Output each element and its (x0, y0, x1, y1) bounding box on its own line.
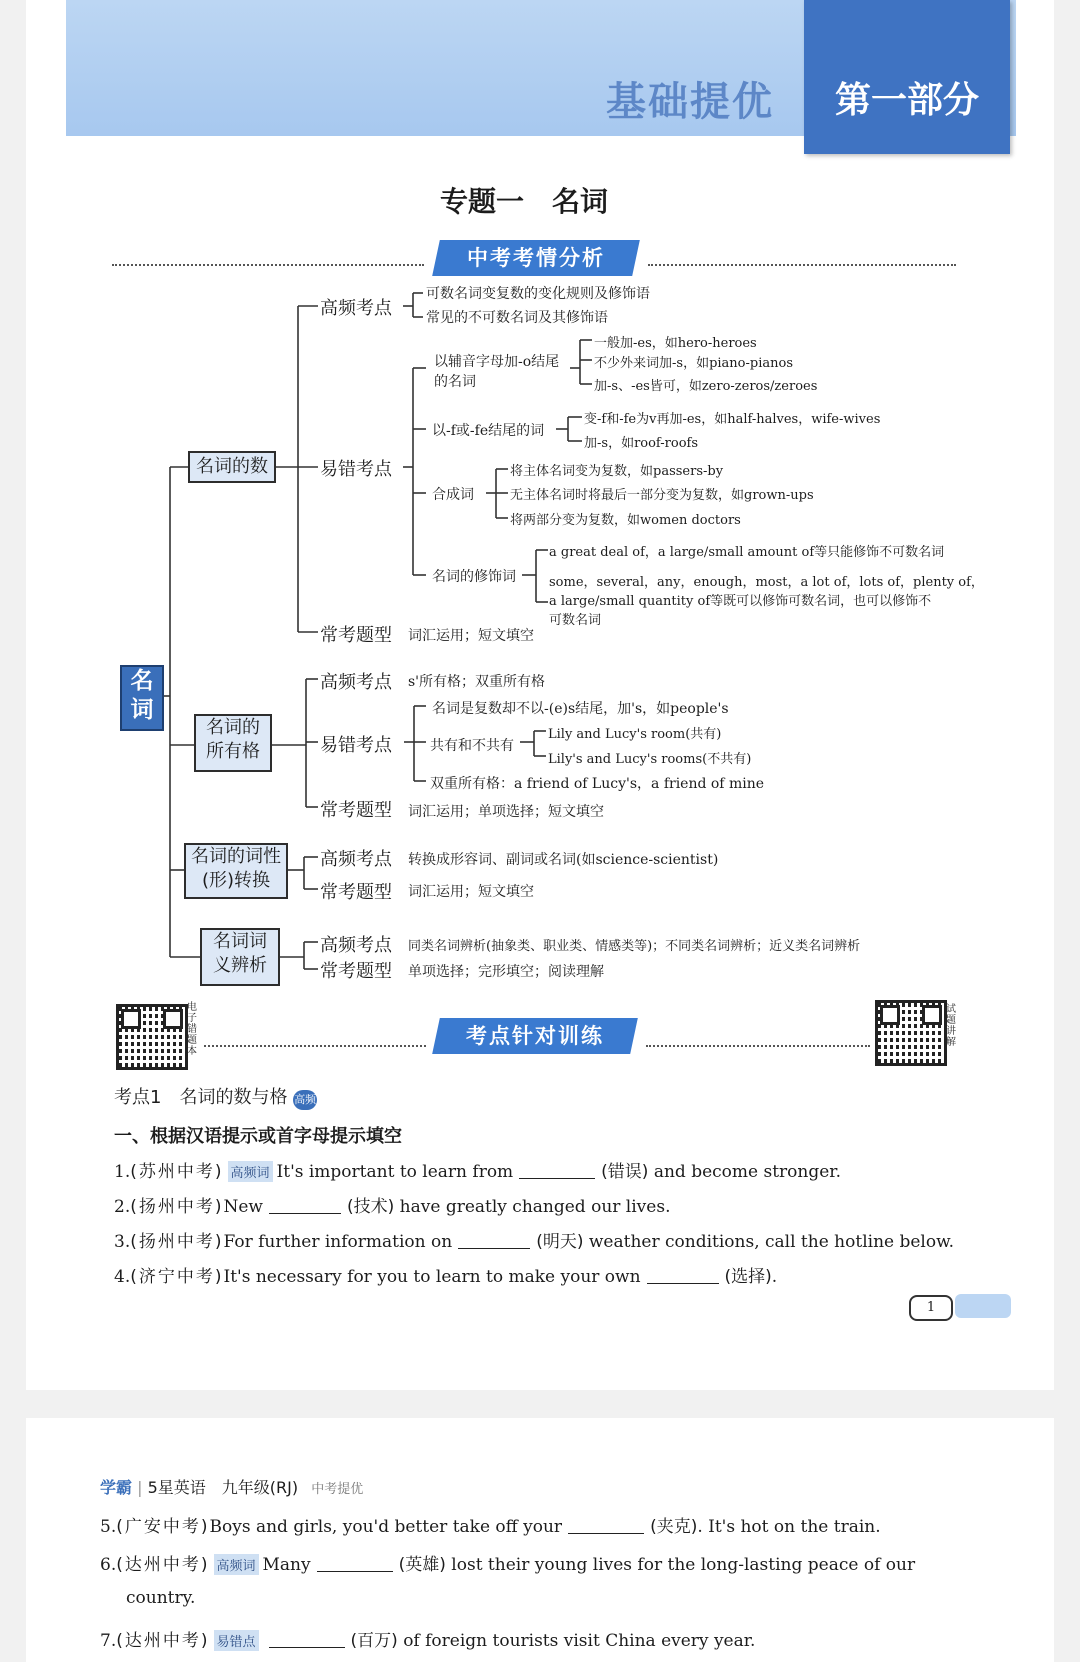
q1-num: 1. (114, 1162, 131, 1182)
q1-after: and become stronger. (653, 1162, 841, 1182)
q7-hint: (百万) (350, 1631, 398, 1651)
q4-after: . (771, 1267, 778, 1287)
page-number: 1 (909, 1295, 953, 1321)
q5-source: (广安中考) (116, 1517, 210, 1537)
b4-label-2: 义辨析 (213, 955, 267, 976)
q1-blank[interactable] (519, 1178, 595, 1179)
b2-high-label: 高频考点 (320, 672, 392, 693)
q2-num: 2. (114, 1197, 131, 1217)
branch-meaning (200, 928, 280, 986)
b2-err-item-1: 名词是复数却不以-(e)s结尾，加's，如people's (432, 701, 729, 717)
m-group-item-1: a great deal of，a large/small amount of等只能修饰不可数名词 (549, 545, 945, 560)
b1-high-label: 高频考点 (320, 298, 392, 319)
q1-before: It's important to learn from (276, 1162, 514, 1182)
kaodian-badge: 高频 (293, 1090, 317, 1110)
mindmap-root: 名词 (120, 665, 164, 731)
b3-high-label: 高频考点 (320, 849, 392, 870)
b2-common-label: 常考题型 (320, 800, 392, 821)
q2-source: (扬州中考) (130, 1197, 224, 1217)
q7-blank[interactable] (269, 1647, 345, 1648)
c-group-label: 合成词 (432, 487, 474, 503)
training-header (432, 1018, 638, 1054)
q4-num: 4. (114, 1267, 131, 1287)
b4-high-label: 高频考点 (320, 935, 392, 956)
branch-conversion (184, 843, 288, 899)
b3-common-label: 常考题型 (320, 882, 392, 903)
q5-hint: (夹克) (650, 1517, 698, 1537)
brand-logo: 学霸 (100, 1478, 133, 1497)
analysis-header-text: 中考考情分析 (467, 246, 605, 270)
o-group-item-3: 加-s、-es皆可，如zero-zeros/zeroes (594, 379, 818, 394)
b1-high-item-1: 可数名词变复数的变化规则及修饰语 (426, 286, 650, 302)
training-divider-left (204, 1045, 426, 1047)
q3-before: For further information on (223, 1232, 453, 1252)
b2-err-item-3: 双重所有格：a friend of Lucy's，a friend of mine (430, 776, 764, 792)
o-group-label-1: 以辅音字母加-o结尾 (434, 354, 560, 370)
q1-hint: (错误) (601, 1162, 649, 1182)
q7-tag: 易错点 (214, 1630, 259, 1651)
b4-common-text: 单项选择；完形填空；阅读理解 (408, 964, 604, 980)
o-group-label-2: 的名词 (434, 374, 476, 390)
banner-section-title: 基础提优 (606, 79, 774, 125)
f-group-item-1: 变-f和-fe为v再加-es，如half-halves，wife-wives (584, 412, 881, 427)
q3-num: 3. (114, 1232, 131, 1252)
q5-num: 5. (100, 1517, 117, 1537)
page2-header-text: 5星英语 九年级(RJ) (147, 1478, 299, 1497)
page-number-bar (955, 1294, 1011, 1318)
b1-common-label: 常考题型 (320, 625, 392, 646)
page2-header: 学霸 | 5星英语 九年级(RJ) 中考提优 (100, 1478, 364, 1497)
b3-common-text: 词汇运用；短文填空 (408, 884, 534, 900)
q3-blank[interactable] (458, 1248, 530, 1249)
b1-common-text: 词汇运用；短文填空 (408, 628, 534, 644)
q2-after: have greatly changed our lives. (399, 1197, 671, 1217)
qr-code-left[interactable] (116, 1004, 188, 1070)
b3-high-text: 转换成形容词、副词或名词(如science-scientist) (408, 852, 719, 868)
page2-header-sub: 中考提优 (311, 1482, 364, 1497)
b2-label-1: 名词的 (206, 717, 260, 738)
banner-part-title: 第一部分 (834, 80, 979, 121)
b3-label-1: 名词的词性 (191, 846, 281, 867)
q5-before: Boys and girls, you'd better take off your (209, 1517, 563, 1537)
b2-joint-item-1: Lily and Lucy's room(共有) (548, 727, 722, 742)
b1-err-label: 易错考点 (320, 459, 392, 480)
qr-code-right[interactable] (875, 1000, 947, 1066)
q2-before: New (223, 1197, 263, 1217)
qr-left-label: 电子错题本 (187, 1002, 197, 1057)
branch-possessive (194, 714, 272, 772)
o-group-item-1: 一般加-es，如hero-heroes (594, 336, 757, 351)
c-group-item-1: 将主体名词变为复数，如passers-by (510, 464, 724, 479)
q4-before: It's necessary for you to learn to make your own (223, 1267, 641, 1287)
question-2 (114, 1192, 670, 1217)
question-5 (100, 1512, 881, 1537)
q7-source: (达州中考) (116, 1631, 210, 1651)
branch-number: 名词的数 (188, 451, 276, 483)
question-1 (114, 1157, 841, 1182)
b4-label-1: 名词词 (213, 931, 267, 952)
q1-source: (苏州中考) (130, 1162, 224, 1182)
o-group-item-2: 不少外来词加-s，如piano-pianos (594, 356, 793, 371)
question-6 (100, 1550, 915, 1575)
q7-num: 7. (100, 1631, 117, 1651)
q2-hint: (技术) (347, 1197, 395, 1217)
kaodian-label: 考点1 名词的数与格 (114, 1087, 288, 1108)
b2-joint-item-2: Lily's and Lucy's rooms(不共有) (548, 752, 752, 767)
b1-high-item-2: 常见的不可数名词及其修饰语 (426, 310, 608, 326)
question-6-cont: country. (126, 1588, 196, 1608)
q4-source: (济宁中考) (130, 1267, 224, 1287)
m-group-item-2c: 可数名词 (549, 613, 602, 628)
q5-blank[interactable] (568, 1533, 644, 1534)
q6-blank[interactable] (317, 1571, 393, 1572)
q3-source: (扬州中考) (130, 1232, 224, 1252)
q3-after: weather conditions, call the hotline below. (588, 1232, 955, 1252)
b3-label-2: (形)转换 (201, 870, 271, 891)
q6-before: Many (262, 1555, 311, 1575)
q6-hint: (英雄) (398, 1555, 446, 1575)
m-group-item-2b: a large/small quantity of等既可以修饰可数名词，也可以修饰不 (549, 594, 932, 609)
training-divider-right (646, 1045, 870, 1047)
question-3 (114, 1227, 954, 1252)
q6-source: (达州中考) (116, 1555, 210, 1575)
kaodian-heading (114, 1083, 317, 1110)
q6-after: lost their young lives for the long-lasting peace of our (451, 1555, 916, 1575)
b4-high-text: 同类名词辨析(抽象类、职业类、情感类等)；不同类名词辨析；近义类名词辨析 (408, 939, 861, 954)
q7-after: of foreign tourists visit China every year. (403, 1631, 756, 1651)
b2-high-text: s'所有格；双重所有格 (408, 674, 546, 690)
c-group-item-3: 将两部分变为复数，如women doctors (510, 513, 741, 528)
topic-title: 专题一 名词 (440, 185, 609, 218)
training-header-text: 考点针对训练 (466, 1024, 604, 1048)
b4-common-label: 常考题型 (320, 961, 392, 982)
qr-right-label: 试题讲解 (946, 1004, 956, 1048)
question-7 (100, 1626, 755, 1651)
q5-after: . It's hot on the train. (697, 1517, 881, 1537)
section-1-title: 一、根据汉语提示或首字母提示填空 (114, 1126, 402, 1147)
q4-hint: (选择) (724, 1267, 772, 1287)
f-group-item-2: 加-s，如roof-roofs (584, 436, 699, 451)
m-group-label: 名词的修饰词 (432, 569, 516, 585)
b2-common-text: 词汇运用；单项选择；短文填空 (408, 804, 604, 820)
q3-hint: (明天) (536, 1232, 584, 1252)
f-group-label: 以-f或-fe结尾的词 (432, 423, 545, 439)
b2-label-2: 所有格 (206, 741, 260, 762)
q2-blank[interactable] (269, 1213, 341, 1214)
q1-tag: 高频词 (228, 1161, 273, 1182)
q4-blank[interactable] (647, 1283, 719, 1284)
c-group-item-2: 无主体名词时将最后一部分变为复数，如grown-ups (510, 488, 814, 503)
question-4 (114, 1262, 777, 1287)
b2-err-label: 易错考点 (320, 735, 392, 756)
q6-tag: 高频词 (214, 1554, 259, 1575)
m-group-item-2a: some，several，any，enough，most，a lot of，lots of，plenty of， (549, 575, 984, 590)
q6-num: 6. (100, 1555, 117, 1575)
b2-joint-label: 共有和不共有 (430, 738, 514, 754)
